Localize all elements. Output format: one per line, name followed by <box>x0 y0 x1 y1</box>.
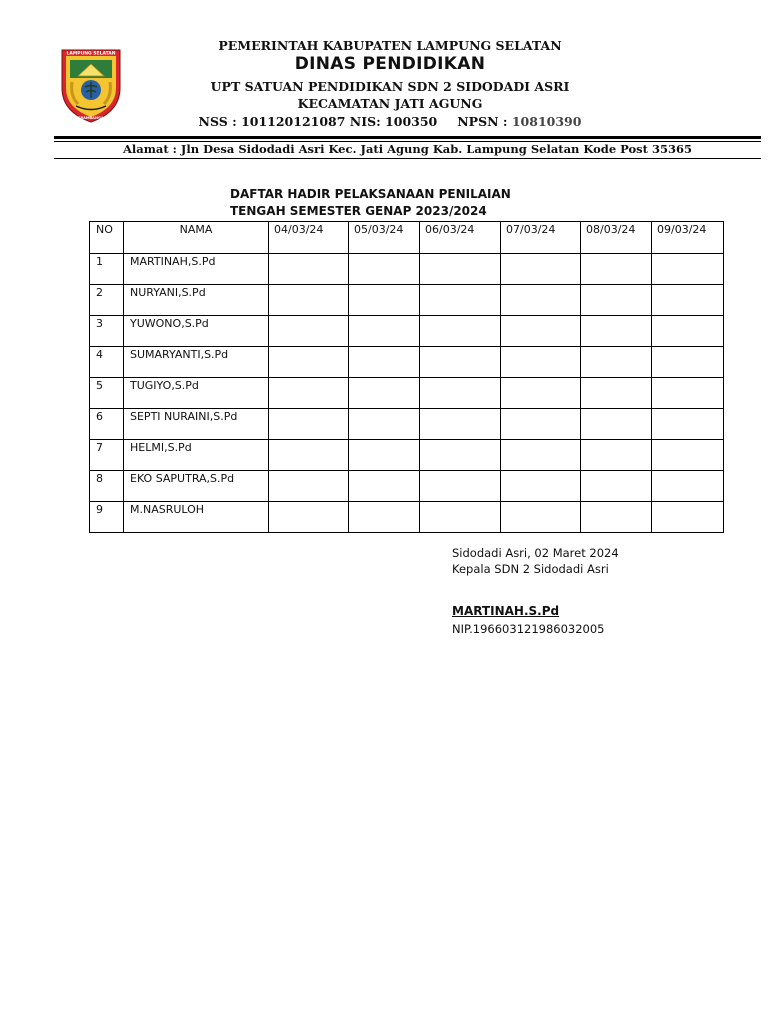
column-header-no: NO <box>90 222 124 254</box>
letterhead-district: KECAMATAN JATI AGUNG <box>297 96 483 111</box>
row-number: 3 <box>90 316 124 347</box>
table-row <box>90 378 724 409</box>
attendance-cell <box>581 347 652 378</box>
table-row <box>90 347 724 378</box>
column-header-date: 09/03/24 <box>652 222 724 254</box>
letterhead-identifiers <box>150 114 630 129</box>
attendance-cell <box>420 471 501 502</box>
teacher-name: YUWONO,S.Pd <box>124 316 269 347</box>
attendance-cell <box>652 285 724 316</box>
attendance-cell <box>581 471 652 502</box>
attendance-cell <box>420 378 501 409</box>
attendance-cell <box>501 378 581 409</box>
table-row <box>90 254 724 285</box>
column-header-date: 05/03/24 <box>349 222 420 254</box>
attendance-cell <box>269 471 349 502</box>
attendance-cell <box>581 285 652 316</box>
table-row <box>90 440 724 471</box>
teacher-name: NURYANI,S.Pd <box>124 285 269 316</box>
attendance-cell <box>420 285 501 316</box>
attendance-cell <box>581 316 652 347</box>
table-row <box>90 471 724 502</box>
attendance-cell <box>269 440 349 471</box>
attendance-cell <box>420 347 501 378</box>
school-address: Alamat : Jln Desa Sidodadi Asri Kec. Jati Agung Kab. Lampung Selatan Kode Post 35365 <box>123 142 692 156</box>
row-number: 8 <box>90 471 124 502</box>
column-header-date: 04/03/24 <box>269 222 349 254</box>
signature-place-date: Sidodadi Asri, 02 Maret 2024 <box>452 546 619 560</box>
attendance-cell <box>581 440 652 471</box>
attendance-cell <box>652 471 724 502</box>
attendance-cell <box>652 316 724 347</box>
row-number: 6 <box>90 409 124 440</box>
teacher-name: SUMARYANTI,S.Pd <box>124 347 269 378</box>
lampung-selatan-crest-logo <box>56 40 126 124</box>
attendance-cell <box>652 409 724 440</box>
attendance-cell <box>501 409 581 440</box>
letterhead-government: PEMERINTAH KABUPATEN LAMPUNG SELATAN <box>218 38 562 53</box>
attendance-cell <box>269 316 349 347</box>
letterhead-agency: DINAS PENDIDIKAN <box>294 54 486 74</box>
attendance-cell <box>349 502 420 533</box>
teacher-name: M.NASRULOH <box>124 502 269 533</box>
attendance-cell <box>652 347 724 378</box>
column-header-date: 07/03/24 <box>501 222 581 254</box>
signatory-name: MARTINAH.S.Pd <box>452 604 560 618</box>
attendance-cell <box>501 347 581 378</box>
attendance-cell <box>269 347 349 378</box>
row-number: 9 <box>90 502 124 533</box>
attendance-cell <box>652 378 724 409</box>
logo-top-text: LAMPUNG SELATAN <box>66 51 116 57</box>
attendance-cell <box>349 440 420 471</box>
attendance-cell <box>269 378 349 409</box>
attendance-cell <box>349 471 420 502</box>
column-header-nama: NAMA <box>124 222 269 254</box>
attendance-cell <box>349 285 420 316</box>
table-row <box>90 502 724 533</box>
attendance-cell <box>420 316 501 347</box>
column-header-date: 06/03/24 <box>420 222 501 254</box>
attendance-cell <box>269 502 349 533</box>
attendance-cell <box>652 502 724 533</box>
attendance-cell <box>501 502 581 533</box>
signature-position: Kepala SDN 2 Sidodadi Asri <box>452 562 609 576</box>
table-header-row <box>90 222 724 254</box>
attendance-cell <box>581 254 652 285</box>
nss-nis-text: NSS : 101120121087 NIS: 100350 <box>198 114 438 129</box>
attendance-cell <box>501 316 581 347</box>
column-header-date: 08/03/24 <box>581 222 652 254</box>
attendance-cell <box>581 502 652 533</box>
logo-bottom-text: SEBAMBANGAN <box>75 116 107 120</box>
attendance-cell <box>652 254 724 285</box>
row-number: 1 <box>90 254 124 285</box>
attendance-cell <box>349 409 420 440</box>
attendance-cell <box>501 285 581 316</box>
npsn-value: 10810390 <box>511 114 582 129</box>
table-row <box>90 316 724 347</box>
attendance-cell <box>501 440 581 471</box>
attendance-table <box>89 221 724 533</box>
attendance-cell <box>581 378 652 409</box>
row-number: 4 <box>90 347 124 378</box>
letterhead-school: UPT SATUAN PENDIDIKAN SDN 2 SIDODADI ASRI <box>210 79 570 94</box>
attendance-cell <box>420 254 501 285</box>
document-title-line2: TENGAH SEMESTER GENAP 2023/2024 <box>230 204 487 218</box>
attendance-cell <box>269 409 349 440</box>
attendance-cell <box>349 378 420 409</box>
attendance-cell <box>581 409 652 440</box>
teacher-name: MARTINAH,S.Pd <box>124 254 269 285</box>
teacher-name: EKO SAPUTRA,S.Pd <box>124 471 269 502</box>
signatory-nip: NIP.196603121986032005 <box>452 622 605 636</box>
teacher-name: TUGIYO,S.Pd <box>124 378 269 409</box>
attendance-cell <box>420 440 501 471</box>
attendance-cell <box>349 254 420 285</box>
teacher-name: HELMI,S.Pd <box>124 440 269 471</box>
row-number: 2 <box>90 285 124 316</box>
row-number: 7 <box>90 440 124 471</box>
attendance-cell <box>269 254 349 285</box>
address-divider <box>54 158 761 159</box>
table-row <box>90 409 724 440</box>
attendance-cell <box>269 285 349 316</box>
attendance-cell <box>501 471 581 502</box>
letterhead-divider-thick <box>54 136 761 139</box>
attendance-cell <box>349 347 420 378</box>
attendance-cell <box>420 409 501 440</box>
teacher-name: SEPTI NURAINI,S.Pd <box>124 409 269 440</box>
attendance-cell <box>652 440 724 471</box>
table-row <box>90 285 724 316</box>
attendance-cell <box>420 502 501 533</box>
attendance-cell <box>501 254 581 285</box>
npsn-label: NPSN : <box>457 114 512 129</box>
attendance-cell <box>349 316 420 347</box>
document-title-line1: DAFTAR HADIR PELAKSANAAN PENILAIAN <box>230 187 511 201</box>
row-number: 5 <box>90 378 124 409</box>
